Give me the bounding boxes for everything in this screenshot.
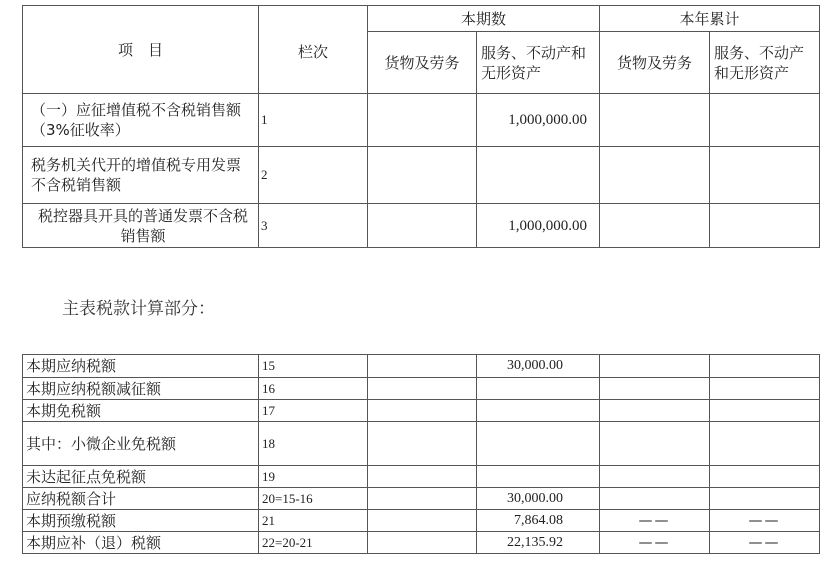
row-line: 21: [259, 510, 368, 532]
table-row: [23, 488, 820, 510]
row-name: 税务机关代开的增值税专用发票不含税销售额: [23, 147, 259, 204]
row-cur-services: [477, 378, 600, 400]
row-cur-services: 7,864.08: [477, 510, 600, 532]
row-cur-services: 22,135.92: [477, 532, 600, 554]
table-row: [23, 204, 820, 248]
row-name: 本期应纳税额减征额: [23, 378, 259, 400]
sales-table: [22, 5, 820, 248]
row-cur-goods: [368, 400, 477, 422]
row-name: 税控器具开具的普通发票不含税销售额: [23, 204, 259, 248]
row-line: 3: [259, 204, 368, 248]
table-row: [23, 466, 820, 488]
row-cur-goods: [368, 355, 477, 378]
row-name: 应纳税额合计: [23, 488, 259, 510]
row-line: 19: [259, 466, 368, 488]
header-item: 项 目: [23, 6, 259, 94]
row-yr-goods: [600, 355, 710, 378]
row-yr-services: ——: [710, 532, 820, 554]
row-line: 16: [259, 378, 368, 400]
row-cur-goods: [368, 94, 477, 147]
row-cur-services: [477, 147, 600, 204]
row-yr-services: [710, 400, 820, 422]
row-line: 15: [259, 355, 368, 378]
row-line: 20=15-16: [259, 488, 368, 510]
row-name: 其中：小微企业免税额: [23, 422, 259, 466]
header-yr-goods: 货物及劳务: [600, 32, 710, 94]
row-yr-goods: [600, 400, 710, 422]
section-caption: 主表税款计算部分：: [62, 299, 215, 319]
table-row: [23, 378, 820, 400]
row-cur-services: 30,000.00: [477, 355, 600, 378]
row-yr-services: [710, 94, 820, 147]
row-cur-services: 1,000,000.00: [477, 94, 600, 147]
table-row: [23, 422, 820, 466]
row-name: 本期应补（退）税额: [23, 532, 259, 554]
header-line: 栏次: [259, 6, 368, 94]
row-cur-goods: [368, 147, 477, 204]
row-yr-goods: [600, 488, 710, 510]
row-line: 2: [259, 147, 368, 204]
row-yr-goods: [600, 378, 710, 400]
row-yr-services: [710, 488, 820, 510]
table-row: [23, 532, 820, 554]
table-row: [23, 147, 820, 204]
row-name: 未达起征点免税额: [23, 466, 259, 488]
header-yr-services: 服务、不动产和无形资产: [710, 32, 820, 94]
row-name: （一）应征增值税不含税销售额（3%征收率）: [23, 94, 259, 147]
row-line: 18: [259, 422, 368, 466]
row-cur-services: [477, 466, 600, 488]
row-yr-services: [710, 147, 820, 204]
table-row: [23, 94, 820, 147]
row-yr-goods: [600, 466, 710, 488]
row-yr-goods: [600, 147, 710, 204]
row-yr-services: [710, 204, 820, 248]
row-cur-goods: [368, 378, 477, 400]
table-row: [23, 400, 820, 422]
row-yr-goods: ——: [600, 510, 710, 532]
row-yr-services: [710, 378, 820, 400]
row-cur-services: [477, 422, 600, 466]
table-row: [23, 510, 820, 532]
row-name: 本期免税额: [23, 400, 259, 422]
header-cur-goods: 货物及劳务: [368, 32, 477, 94]
row-line: 22=20-21: [259, 532, 368, 554]
row-yr-services: [710, 422, 820, 466]
row-cur-goods: [368, 422, 477, 466]
table-row: [23, 355, 820, 378]
row-name: 本期应纳税额: [23, 355, 259, 378]
row-cur-goods: [368, 466, 477, 488]
row-yr-goods: ——: [600, 532, 710, 554]
row-cur-services: 1,000,000.00: [477, 204, 600, 248]
row-yr-services: ——: [710, 510, 820, 532]
row-yr-services: [710, 466, 820, 488]
row-cur-goods: [368, 510, 477, 532]
tax-calculation-table: [22, 354, 820, 554]
row-yr-goods: [600, 94, 710, 147]
row-cur-goods: [368, 532, 477, 554]
row-cur-services: 30,000.00: [477, 488, 600, 510]
row-line: 17: [259, 400, 368, 422]
row-line: 1: [259, 94, 368, 147]
row-yr-goods: [600, 204, 710, 248]
row-cur-goods: [368, 488, 477, 510]
row-yr-goods: [600, 422, 710, 466]
row-cur-services: [477, 400, 600, 422]
row-name: 本期预缴税额: [23, 510, 259, 532]
header-cur-services: 服务、不动产和无形资产: [477, 32, 600, 94]
row-yr-services: [710, 355, 820, 378]
row-cur-goods: [368, 204, 477, 248]
header-year-cumulative: 本年累计: [600, 6, 820, 32]
header-current-period: 本期数: [368, 6, 600, 32]
